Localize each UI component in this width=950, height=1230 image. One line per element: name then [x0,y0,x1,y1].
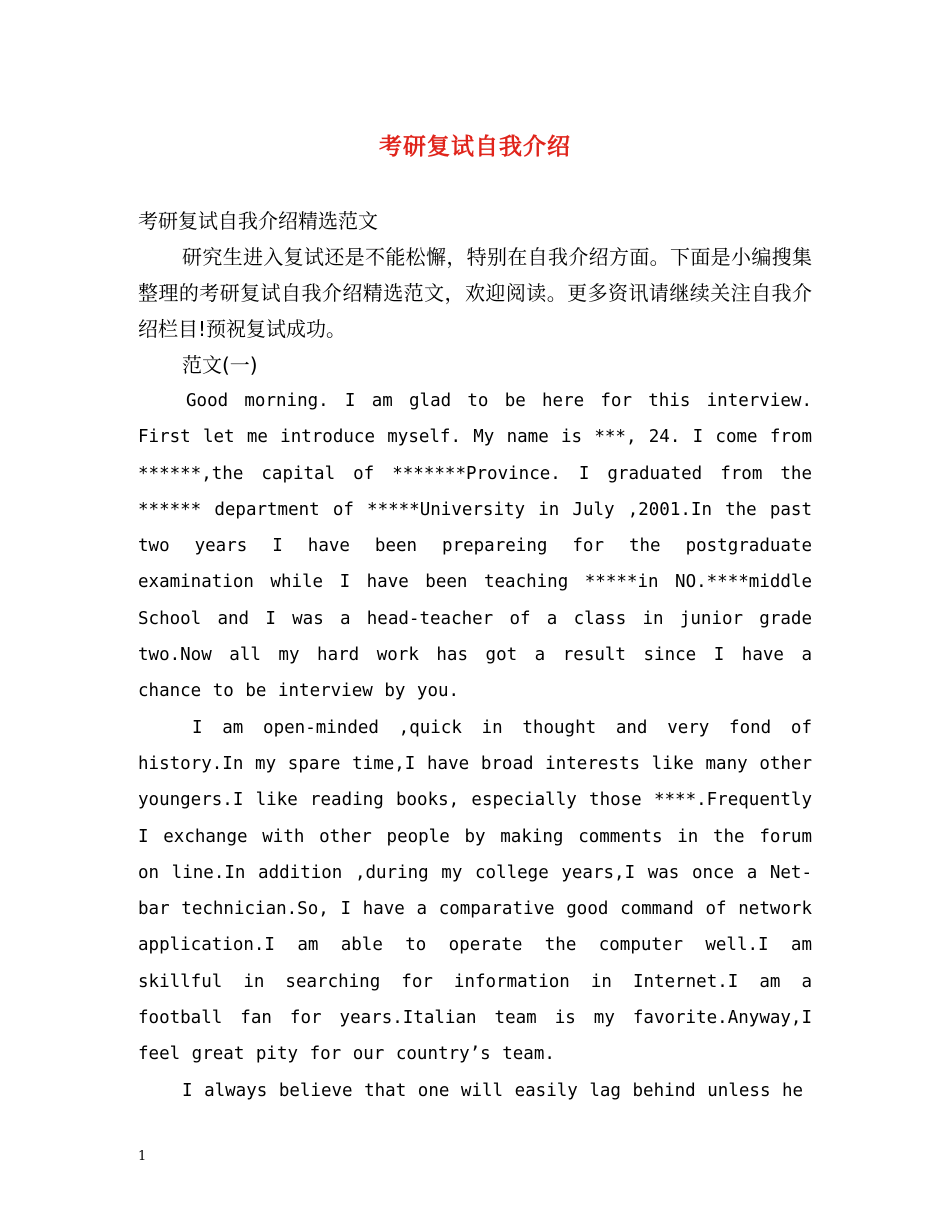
page-title: 考研复试自我介绍 [379,134,571,160]
body-paragraph-3: I always believe that one will easily lag behind unless he [182,1080,804,1101]
body-paragraph-1: Good morning. I am glad to be here for this interview. First let me introduce myself. My name is ***, 24. I come from ******,the capital of *******Province. I graduated from the ****** department of *****University in July ,2001.In the past two years I have been prepareing for the postgraduate examination while I have been teaching *****in NO.****middle School and I was a head-teacher of a class in junior grade two.Now all my hard work has got a result since I have a chance to be interview by you. [138,391,812,702]
intro-paragraph: 研究生进入复试还是不能松懈，特别在自我介绍方面。下面是小编搜集整理的考研复试自我介绍精选范文，欢迎阅读。更多资讯请继续关注自我介绍栏目!预祝复试成功。 [138,245,812,341]
body-paragraph-2: I am open-minded ,quick in thought and very fond of history.In my spare time,I have broad interests like many other youngers.I like reading books, especially those ****.Frequently I exchange with other people by making comments in the forum on line.In addition ,during my college years,I was once a Net-bar technician.So, I have a comparative good command of network application.I am able to operate the computer well.I am skillful in searching for information in Internet.I am a football fan for years.Italian team is my favorite.Anyway,I feel great pity for our country’s team. [138,717,812,1065]
page-number: 1 [138,1149,147,1164]
document-subtitle: 考研复试自我介绍精选范文 [138,209,378,233]
document-body [138,203,812,1109]
section-heading: 范文(一) [182,353,258,377]
